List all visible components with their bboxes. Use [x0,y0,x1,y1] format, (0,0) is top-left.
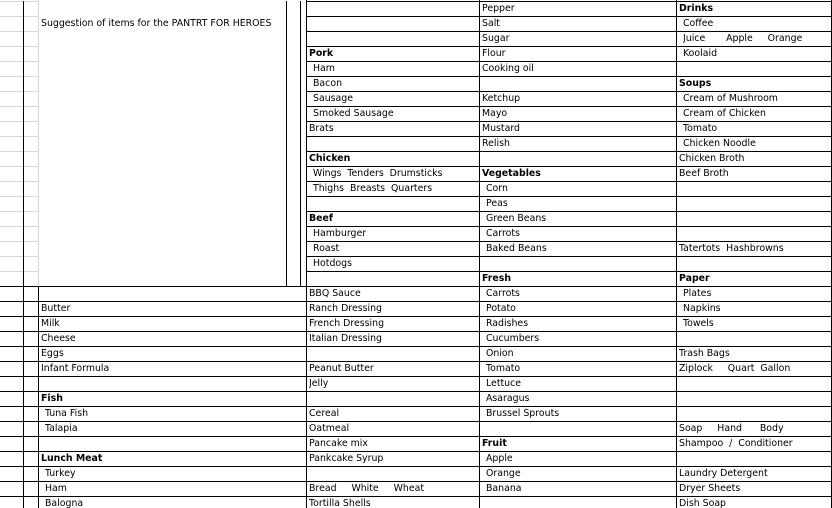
column-d-cell[interactable]: Cream of Mushroom [683,93,778,104]
column-d-cell[interactable]: Tatertots Hashbrowns [679,243,784,254]
column-b-cell[interactable]: Pork [309,48,334,59]
column-d-cell[interactable]: Laundry Detergent [679,468,768,479]
column-d-cell[interactable]: Paper [679,273,710,284]
column-b-cell[interactable]: Hotdogs [313,258,352,269]
column-d-cell[interactable]: Cream of Chicken [683,108,766,119]
column-d-cell[interactable]: Drinks [679,3,714,14]
column-c-cell[interactable]: Carrots [486,228,520,239]
grid-line-vertical [306,0,307,508]
column-d-cell[interactable]: Towels [683,318,714,329]
column-c-cell[interactable]: Corn [486,183,508,194]
column-c-cell[interactable]: Onion [486,348,514,359]
column-d-cell[interactable]: Dryer Sheets [679,483,741,494]
column-b-cell[interactable]: French Dressing [309,318,385,329]
column-a-cell[interactable]: Turkey [45,468,76,479]
column-c-cell[interactable]: Fresh [482,273,512,284]
grid-line-horizontal [0,196,38,197]
column-a-cell[interactable]: Balogna [45,498,84,508]
column-c-cell[interactable]: Sugar [482,33,510,44]
grid-line-vertical [38,0,39,286]
column-b-cell[interactable]: Wings Tenders Drumsticks [313,168,443,179]
column-b-cell[interactable]: Pancake mix [309,438,368,449]
column-b-cell[interactable]: Hamburger [313,228,367,239]
grid-line-horizontal [0,241,38,242]
grid-line-horizontal [0,31,38,32]
column-c-cell[interactable]: Mayo [482,108,508,119]
column-c-cell[interactable]: Cooking oil [482,63,534,74]
column-c-cell[interactable]: Vegetables [482,168,541,179]
column-b-cell[interactable]: Smoked Sausage [313,108,394,119]
column-d-cell[interactable]: Chicken Broth [679,153,745,164]
column-b-cell[interactable]: Italian Dressing [309,333,382,344]
column-c-cell[interactable]: Brussel Sprouts [486,408,560,419]
grid-line-horizontal [0,211,38,212]
grid-line-horizontal [0,256,38,257]
grid-line-horizontal [0,1,38,2]
column-d-cell[interactable]: Trash Bags [679,348,730,359]
column-a-cell[interactable]: Talapia [45,423,78,434]
grid-line-horizontal [0,181,38,182]
column-b-cell[interactable]: Oatmeal [309,423,350,434]
column-b-cell[interactable]: Bread White Wheat [309,483,425,494]
column-d-cell[interactable]: Koolaid [683,48,718,59]
grid-line-horizontal [0,121,38,122]
column-d-cell[interactable]: Tomato [683,123,718,134]
column-b-cell[interactable]: Thighs Breasts Quarters [313,183,433,194]
grid-line-horizontal [0,46,38,47]
column-b-cell[interactable]: Brats [309,123,334,134]
grid-line-horizontal [0,61,38,62]
column-a-cell[interactable]: Lunch Meat [41,453,103,464]
column-b-cell[interactable]: Peanut Butter [309,363,374,374]
grid-line-horizontal [0,136,38,137]
column-c-cell[interactable]: Green Beans [486,213,547,224]
column-c-cell[interactable]: Cucumbers [486,333,540,344]
grid-line-vertical [479,0,480,508]
column-a-cell[interactable]: Ham [45,483,67,494]
column-b-cell[interactable]: Ranch Dressing [309,303,382,314]
column-a-cell[interactable]: Tuna Fish [45,408,89,419]
column-c-cell[interactable]: Salt [482,18,500,29]
column-d-cell[interactable]: Dish Soap [679,498,727,508]
column-b-cell[interactable]: Tortilla Shells [309,498,371,508]
column-d-cell[interactable]: Ziplock Quart Gallon [679,363,791,374]
column-d-cell[interactable]: Coffee [683,18,714,29]
column-b-cell[interactable]: Beef [309,213,333,224]
grid-line-vertical [300,1,301,286]
column-a-cell[interactable]: Butter [41,303,71,314]
grid-line-horizontal [0,91,38,92]
grid-line-vertical [38,286,39,508]
column-c-cell[interactable]: Potato [486,303,516,314]
grid-line-vertical [23,1,24,508]
column-c-cell[interactable]: Fruit [482,438,507,449]
grid-line-horizontal [0,151,38,152]
column-d-cell[interactable]: Shampoo / Conditioner [679,438,793,449]
column-b-cell[interactable]: Jelly [309,378,329,389]
column-d-cell[interactable]: Beef Broth [679,168,729,179]
grid-line-horizontal [0,376,306,377]
grid-line-horizontal [0,271,38,272]
column-b-cell[interactable]: Chicken [309,153,351,164]
column-a-cell[interactable]: Fish [41,393,63,404]
grid-line-horizontal [0,436,306,437]
column-c-cell[interactable]: Mustard [482,123,520,134]
column-a-cell[interactable]: Milk [41,318,60,329]
column-c-cell[interactable]: Pepper [482,3,515,14]
grid-line-horizontal [0,16,38,17]
column-b-cell[interactable]: Roast [313,243,340,254]
column-d-cell[interactable]: Napkins [683,303,721,314]
grid-line-horizontal [0,286,306,287]
grid-line-horizontal [0,76,38,77]
column-d-cell[interactable]: Soups [679,78,712,89]
column-c-cell[interactable]: Tomato [486,363,521,374]
grid-line-vertical [676,0,677,508]
column-a-cell[interactable]: Cheese [41,333,76,344]
grid-line-vertical [286,1,287,286]
column-c-cell[interactable]: Lettuce [486,378,522,389]
grid-line-horizontal [0,226,38,227]
column-b-cell[interactable]: BBQ Sauce [309,288,361,299]
column-a-cell[interactable]: Infant Formula [41,363,110,374]
column-c-cell[interactable]: Banana [486,483,522,494]
column-d-cell[interactable]: Juice Apple Orange [683,33,803,44]
column-d-cell[interactable]: Soap Hand Body [679,423,784,434]
column-c-cell[interactable]: Apple [486,453,513,464]
sheet-title[interactable]: Suggestion of items for the PANTRT FOR HEROES [41,18,272,29]
column-b-cell[interactable]: Cereal [309,408,340,419]
column-d-cell[interactable]: Chicken Noodle [683,138,756,149]
column-c-cell[interactable]: Ketchup [482,93,521,104]
column-b-cell[interactable]: Bacon [313,78,343,89]
column-c-cell[interactable]: Asaragus [486,393,530,404]
column-c-cell[interactable]: Flour [482,48,506,59]
column-c-cell[interactable]: Peas [486,198,508,209]
column-b-cell[interactable]: Pankcake Syrup [309,453,384,464]
column-d-cell[interactable]: Plates [683,288,712,299]
column-b-cell[interactable]: Sausage [313,93,353,104]
grid-line-horizontal [0,166,38,167]
grid-line-horizontal [0,106,38,107]
column-c-cell[interactable]: Carrots [486,288,520,299]
column-c-cell[interactable]: Radishes [486,318,529,329]
column-c-cell[interactable]: Baked Beans [486,243,547,254]
column-b-cell[interactable]: Ham [313,63,335,74]
column-c-cell[interactable]: Orange [486,468,521,479]
column-c-cell[interactable]: Relish [482,138,510,149]
column-a-cell[interactable]: Eggs [41,348,64,359]
